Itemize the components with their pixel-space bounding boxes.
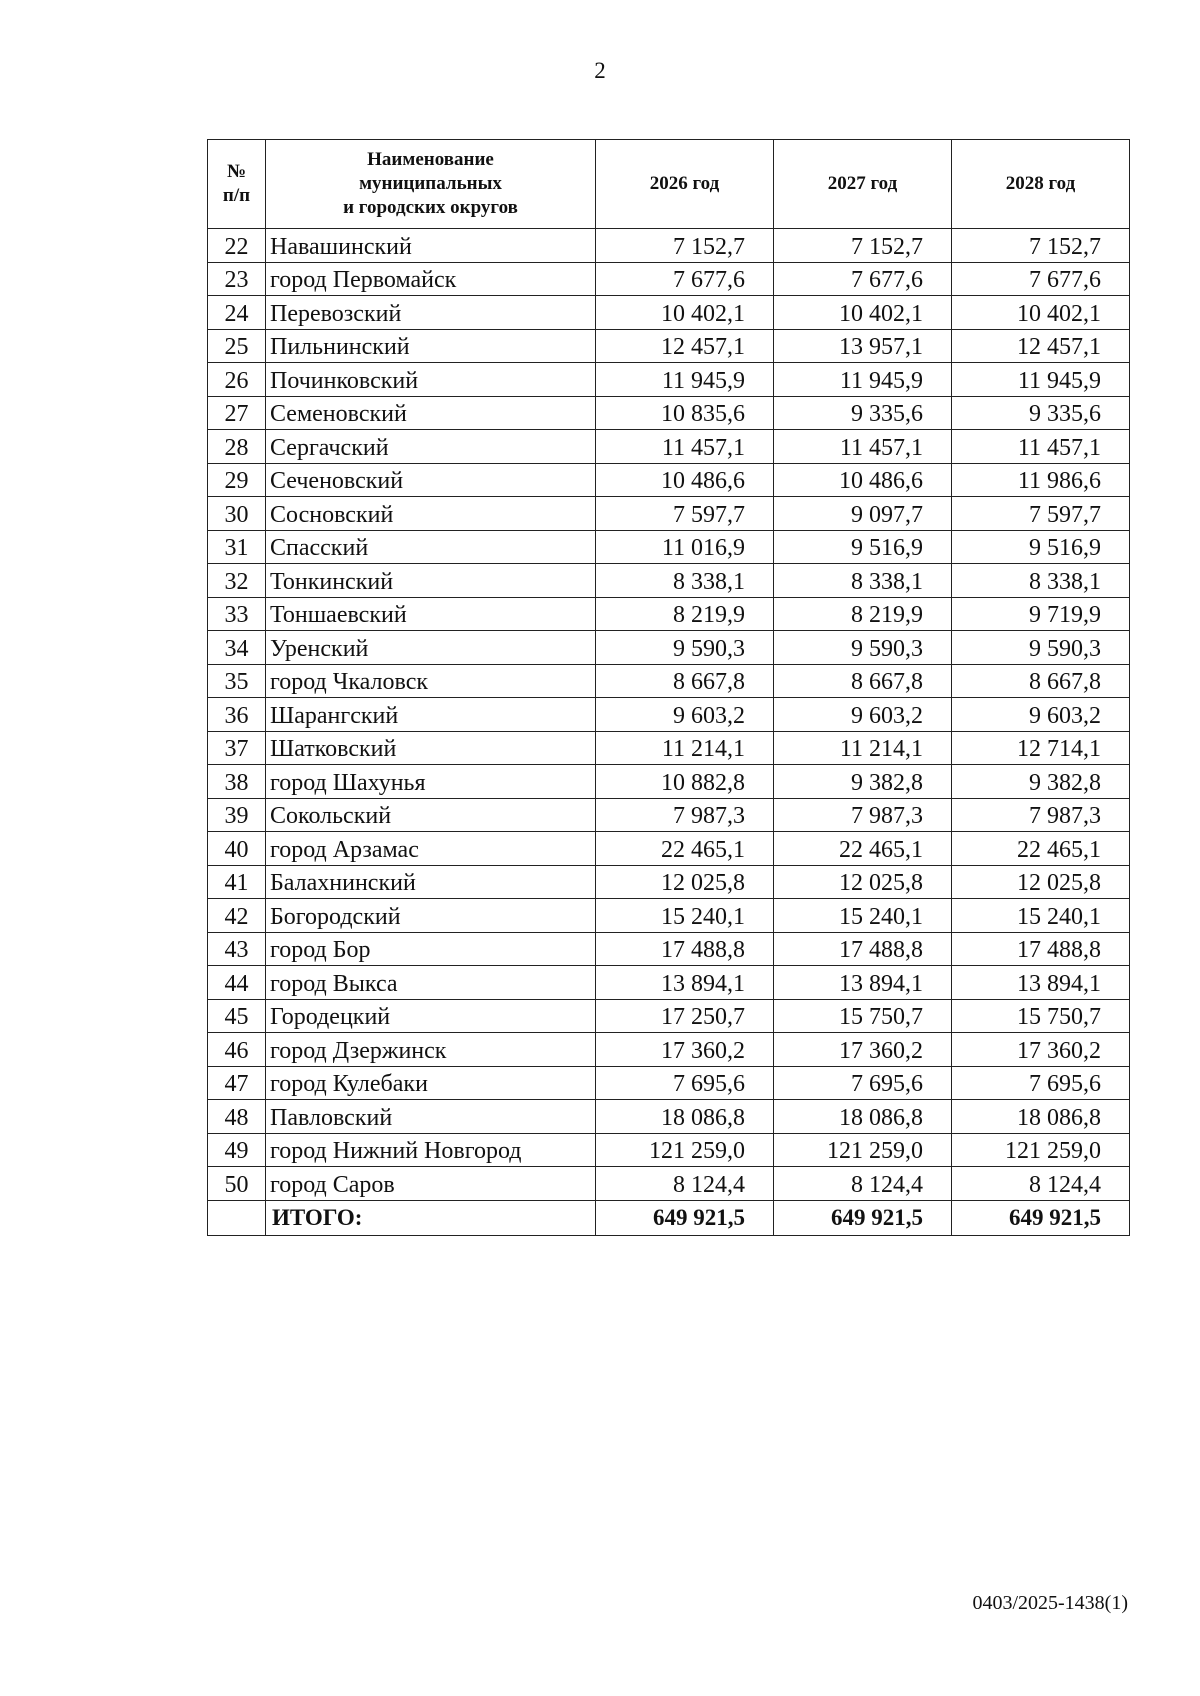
- row-number: 38: [208, 765, 266, 799]
- value-2027: 8 219,9: [774, 597, 952, 631]
- total-2026: 649 921,5: [596, 1200, 774, 1235]
- row-number: 41: [208, 865, 266, 899]
- value-2027: 13 957,1: [774, 329, 952, 363]
- value-2026: 11 214,1: [596, 731, 774, 765]
- value-2028: 17 488,8: [952, 932, 1130, 966]
- value-2028: 9 603,2: [952, 698, 1130, 732]
- value-2028: 11 945,9: [952, 363, 1130, 397]
- row-number: 23: [208, 262, 266, 296]
- value-2028: 11 986,6: [952, 463, 1130, 497]
- district-name: Семеновский: [266, 396, 596, 430]
- table-row: [208, 865, 1130, 899]
- district-name: Тоншаевский: [266, 597, 596, 631]
- document-code: 0403/2025-1438(1): [972, 1592, 1128, 1614]
- value-2026: 7 987,3: [596, 798, 774, 832]
- value-2028: 11 457,1: [952, 430, 1130, 464]
- value-2026: 17 250,7: [596, 999, 774, 1033]
- value-2027: 11 457,1: [774, 430, 952, 464]
- row-number: 47: [208, 1066, 266, 1100]
- value-2028: 7 152,7: [952, 229, 1130, 263]
- value-2028: 7 677,6: [952, 262, 1130, 296]
- row-number: 48: [208, 1100, 266, 1134]
- row-number: 30: [208, 497, 266, 531]
- total-label: ИТОГО:: [266, 1200, 596, 1235]
- district-name: Сосновский: [266, 497, 596, 531]
- value-2027: 7 695,6: [774, 1066, 952, 1100]
- total-row: [208, 1200, 1130, 1235]
- value-2027: 11 945,9: [774, 363, 952, 397]
- value-2027: 9 335,6: [774, 396, 952, 430]
- value-2028: 7 695,6: [952, 1066, 1130, 1100]
- row-number: 24: [208, 296, 266, 330]
- value-2027: 10 486,6: [774, 463, 952, 497]
- district-name: Городецкий: [266, 999, 596, 1033]
- row-number: 33: [208, 597, 266, 631]
- table-row: [208, 597, 1130, 631]
- value-2028: 12 025,8: [952, 865, 1130, 899]
- district-name: Починковский: [266, 363, 596, 397]
- table-row: [208, 229, 1130, 263]
- value-2028: 8 124,4: [952, 1167, 1130, 1201]
- table-row: [208, 1100, 1130, 1134]
- value-2027: 7 987,3: [774, 798, 952, 832]
- header-2027: 2027 год: [774, 140, 952, 229]
- table-row: [208, 530, 1130, 564]
- row-number: 28: [208, 430, 266, 464]
- district-name: город Арзамас: [266, 832, 596, 866]
- district-name: Спасский: [266, 530, 596, 564]
- value-2027: 13 894,1: [774, 966, 952, 1000]
- value-2026: 7 152,7: [596, 229, 774, 263]
- value-2027: 10 402,1: [774, 296, 952, 330]
- row-number: 46: [208, 1033, 266, 1067]
- table-row: [208, 832, 1130, 866]
- page-number: 2: [594, 58, 606, 83]
- row-number: 35: [208, 664, 266, 698]
- value-2026: 17 360,2: [596, 1033, 774, 1067]
- value-2026: 12 025,8: [596, 865, 774, 899]
- value-2027: 9 516,9: [774, 530, 952, 564]
- row-number: 39: [208, 798, 266, 832]
- table-row: [208, 932, 1130, 966]
- table-row: [208, 1033, 1130, 1067]
- table-row: [208, 296, 1130, 330]
- value-2027: 12 025,8: [774, 865, 952, 899]
- table-row: [208, 463, 1130, 497]
- row-number: 27: [208, 396, 266, 430]
- value-2026: 12 457,1: [596, 329, 774, 363]
- value-2027: 8 338,1: [774, 564, 952, 598]
- row-number: 45: [208, 999, 266, 1033]
- table-row: [208, 765, 1130, 799]
- table-row: [208, 396, 1130, 430]
- value-2026: 13 894,1: [596, 966, 774, 1000]
- header-2026: 2026 год: [596, 140, 774, 229]
- district-name: город Нижний Новгород: [266, 1133, 596, 1167]
- district-name: Пильнинский: [266, 329, 596, 363]
- value-2028: 9 382,8: [952, 765, 1130, 799]
- value-2026: 18 086,8: [596, 1100, 774, 1134]
- total-2028: 649 921,5: [952, 1200, 1130, 1235]
- district-name: город Первомайск: [266, 262, 596, 296]
- header-row: [208, 140, 1130, 229]
- value-2028: 12 714,1: [952, 731, 1130, 765]
- value-2028: 7 597,7: [952, 497, 1130, 531]
- value-2026: 7 677,6: [596, 262, 774, 296]
- budget-table-container: [207, 139, 1130, 1236]
- table-row: [208, 999, 1130, 1033]
- value-2027: 15 240,1: [774, 899, 952, 933]
- value-2026: 11 945,9: [596, 363, 774, 397]
- district-name: Уренский: [266, 631, 596, 665]
- district-name: Сергачский: [266, 430, 596, 464]
- table-row: [208, 262, 1130, 296]
- table-row: [208, 329, 1130, 363]
- value-2027: 9 097,7: [774, 497, 952, 531]
- value-2027: 9 603,2: [774, 698, 952, 732]
- value-2026: 8 667,8: [596, 664, 774, 698]
- district-name: Перевозский: [266, 296, 596, 330]
- table-row: [208, 698, 1130, 732]
- table-row: [208, 899, 1130, 933]
- value-2026: 10 835,6: [596, 396, 774, 430]
- table-row: [208, 1066, 1130, 1100]
- district-name: город Шахунья: [266, 765, 596, 799]
- value-2028: 17 360,2: [952, 1033, 1130, 1067]
- header-2028: 2028 год: [952, 140, 1130, 229]
- budget-table: [207, 139, 1130, 1236]
- value-2028: 9 590,3: [952, 631, 1130, 665]
- value-2028: 9 719,9: [952, 597, 1130, 631]
- value-2026: 8 124,4: [596, 1167, 774, 1201]
- value-2026: 22 465,1: [596, 832, 774, 866]
- value-2028: 15 750,7: [952, 999, 1130, 1033]
- table-row: [208, 731, 1130, 765]
- total-2027: 649 921,5: [774, 1200, 952, 1235]
- row-number: 34: [208, 631, 266, 665]
- value-2027: 11 214,1: [774, 731, 952, 765]
- district-name: Тонкинский: [266, 564, 596, 598]
- district-name: город Выкса: [266, 966, 596, 1000]
- header-name: Наименование муниципальных и городских округов: [266, 140, 596, 229]
- value-2028: 8 667,8: [952, 664, 1130, 698]
- row-number: 50: [208, 1167, 266, 1201]
- table-row: [208, 1133, 1130, 1167]
- value-2026: 10 882,8: [596, 765, 774, 799]
- value-2026: 8 338,1: [596, 564, 774, 598]
- value-2027: 17 360,2: [774, 1033, 952, 1067]
- row-number: 25: [208, 329, 266, 363]
- table-row: [208, 564, 1130, 598]
- row-number: 40: [208, 832, 266, 866]
- row-number: 22: [208, 229, 266, 263]
- district-name: Шарангский: [266, 698, 596, 732]
- row-number: 43: [208, 932, 266, 966]
- row-number: 32: [208, 564, 266, 598]
- header-number: № п/п: [208, 140, 266, 229]
- value-2028: 13 894,1: [952, 966, 1130, 1000]
- table-row: [208, 664, 1130, 698]
- row-number: 36: [208, 698, 266, 732]
- district-name: город Чкаловск: [266, 664, 596, 698]
- table-row: [208, 497, 1130, 531]
- value-2028: 10 402,1: [952, 296, 1130, 330]
- district-name: Богородский: [266, 899, 596, 933]
- district-name: город Дзержинск: [266, 1033, 596, 1067]
- table-row: [208, 1167, 1130, 1201]
- value-2028: 9 335,6: [952, 396, 1130, 430]
- value-2028: 22 465,1: [952, 832, 1130, 866]
- value-2027: 18 086,8: [774, 1100, 952, 1134]
- district-name: Сокольский: [266, 798, 596, 832]
- table-row: [208, 430, 1130, 464]
- district-name: город Кулебаки: [266, 1066, 596, 1100]
- value-2026: 11 016,9: [596, 530, 774, 564]
- value-2026: 17 488,8: [596, 932, 774, 966]
- value-2027: 9 382,8: [774, 765, 952, 799]
- value-2027: 22 465,1: [774, 832, 952, 866]
- row-number: 44: [208, 966, 266, 1000]
- table-row: [208, 966, 1130, 1000]
- district-name: Балахнинский: [266, 865, 596, 899]
- value-2027: 15 750,7: [774, 999, 952, 1033]
- value-2028: 7 987,3: [952, 798, 1130, 832]
- value-2028: 18 086,8: [952, 1100, 1130, 1134]
- district-name: Павловский: [266, 1100, 596, 1134]
- table-body: [208, 229, 1130, 1201]
- table-header: [208, 140, 1130, 229]
- row-number: 26: [208, 363, 266, 397]
- table-row: [208, 631, 1130, 665]
- value-2028: 9 516,9: [952, 530, 1130, 564]
- value-2026: 15 240,1: [596, 899, 774, 933]
- row-number: 31: [208, 530, 266, 564]
- row-number: 37: [208, 731, 266, 765]
- district-name: Шатковский: [266, 731, 596, 765]
- value-2027: 7 152,7: [774, 229, 952, 263]
- value-2026: 8 219,9: [596, 597, 774, 631]
- value-2026: 7 695,6: [596, 1066, 774, 1100]
- value-2028: 12 457,1: [952, 329, 1130, 363]
- value-2026: 9 590,3: [596, 631, 774, 665]
- value-2027: 17 488,8: [774, 932, 952, 966]
- value-2026: 7 597,7: [596, 497, 774, 531]
- value-2026: 11 457,1: [596, 430, 774, 464]
- table-row: [208, 363, 1130, 397]
- row-number: 29: [208, 463, 266, 497]
- row-number: 42: [208, 899, 266, 933]
- district-name: Навашинский: [266, 229, 596, 263]
- value-2028: 15 240,1: [952, 899, 1130, 933]
- value-2027: 7 677,6: [774, 262, 952, 296]
- value-2028: 121 259,0: [952, 1133, 1130, 1167]
- row-number: 49: [208, 1133, 266, 1167]
- value-2026: 10 486,6: [596, 463, 774, 497]
- value-2027: 9 590,3: [774, 631, 952, 665]
- value-2026: 121 259,0: [596, 1133, 774, 1167]
- value-2028: 8 338,1: [952, 564, 1130, 598]
- district-name: Сеченовский: [266, 463, 596, 497]
- value-2026: 10 402,1: [596, 296, 774, 330]
- district-name: город Саров: [266, 1167, 596, 1201]
- value-2027: 121 259,0: [774, 1133, 952, 1167]
- district-name: город Бор: [266, 932, 596, 966]
- total-number-cell: [208, 1200, 266, 1235]
- value-2027: 8 667,8: [774, 664, 952, 698]
- value-2026: 9 603,2: [596, 698, 774, 732]
- value-2027: 8 124,4: [774, 1167, 952, 1201]
- table-row: [208, 798, 1130, 832]
